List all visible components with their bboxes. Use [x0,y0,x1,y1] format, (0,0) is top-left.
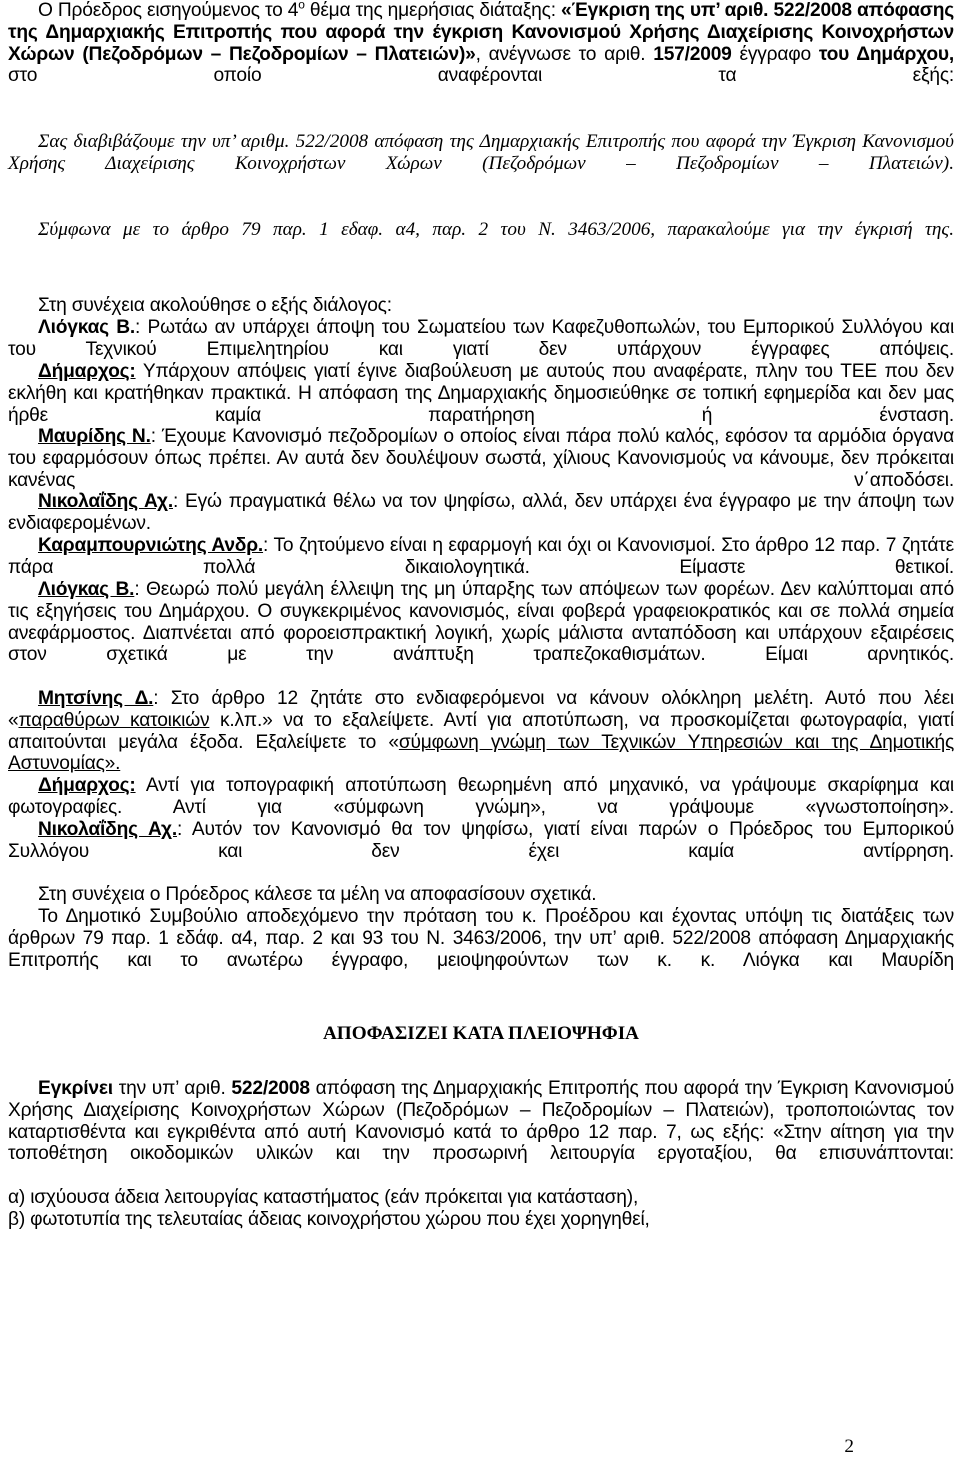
page-number: 2 [844,1436,854,1457]
agenda-item-number: 4 [287,0,299,21]
dialogue-entry: Νικολαΐδης Αχ.: Αυτόν τον Κανονισμό θα τον ψηφίσω, γιατί είναι παρών ο Πρόεδρος του Εμπορικού Συλλόγου και δεν έχει καμία αντίρρηση. [8,819,955,862]
speech-text: Αυτόν τον Κανονισμό θα τον ψηφίσω, γιατί είναι παρών ο Πρόεδρος του Εμπορικού Συλλόγου και δεν έχει καμία αντίρρηση. [8,819,955,862]
speech-text: Ρωτάω αν υπάρχει άποψη του Σωματείου των Καφεζυθοπωλών, του Εμπορικού Συλλόγου και του Τεχνικού Επιμελητηρίου και γιατί δεν υπάρχουν έγγραφες απόψεις. [8,317,955,360]
intro-text: , ανέγνωσε το αριθ. [475,43,654,65]
list-item: α) ισχύουσα άδεια λειτουργίας καταστήματος (εάν πρόκειται για κατάσταση), [8,1187,639,1208]
letter-paragraph: Σας διαβιβάζουμε την υπ’ αριθμ. 522/2008 απόφαση της Δημαρχιακής Επιτροπής που αφορά την Έγκριση Κανονισμού Χρήσης Διαχείρισης Κοινοχρήστων Χώρων (Πεζοδρόμων – Πεζοδρομίων – Πλατειών). [8,131,954,174]
document-number: 522/2008 [231,1078,310,1099]
agenda-item-title: «Έγκριση της υπ’ αριθ. 522/2008 απόφασης της Δημαρχιακής Επιτροπής που αφορά την έγκριση Κανονισμού Χρήσης Διαχείρισης Κοινοχρήστων Χώρων (Πεζοδρόμων – Πεζοδρομίων – Πλατειών)» [8,0,954,65]
speaker-name: Νικολαΐδης Αχ. [38,491,173,512]
speech-text: κ.λπ.» να το εξαλείψετε. Αντί για αποτύπωση, να προσκομίζεται φωτογραφία, γιατί απαιτούνται μεγάλα έξοδα. Εξαλείψετε το « [8,709,954,753]
speech-text: Θεωρώ πολύ μεγάλη έλλειψη της μη ύπαρξης των απόψεων των φορέων. Δεν καλύπτομαι από τις εξηγήσεις του Δημάρχου. Ο συγκεκριμένος κανονισμός, είναι φοβερά γραφειοκρατικός και σε πολλά σημεία ανεφάρμοστος. Διαπνέεται από φοροεισπρακτική λογική, χωρίς μάλιστα ανταπόδοση και υπάρχουν εξαιρέσεις στον σχετικά με την ανάπτυξη τραπεζοκαθισμάτων. Είμαι αρνητικός. [8,579,954,666]
document-number: 157/2009 [653,43,732,65]
speech-underlined: σύμφωνη γνώμη των Τεχνικών Υπηρεσιών και της Δημοτικής Αστυνομίας». [8,731,954,775]
dialogue-entry: Μαυρίδης Ν.: Έχουμε Κανονισμό πεζοδρομίων ο οποίος είναι πάρα πολύ καλός, εφόσον τα αρμόδια όργανα του εφαρμόσουν όπως πρέπει. Αν αυτά δεν δουλέψουν σωστά, χίλιους Κανονισμούς να κάνουμε, δεν πρόκειται κανένας ν΄αποδόσει. [8,426,954,491]
speaker-name: Δήμαρχος: [38,361,136,382]
speech-text: Υπάρχουν απόψεις γιατί έγινε διαβούλευση με αυτούς που αναφέρατε, πλην του ΤΕΕ που δεν εκλήθη και κρατήθηκαν πρακτικά. Η απόφαση της Δημαρχιακής δημοσιεύθηκε σε τοπική εφημερίδα και δεν μας ήρθε καμία παρατήρηση ή ένσταση. [8,361,954,426]
decision-text: απόφαση της Δημαρχιακής Επιτροπής που αφορά την Έγκριση Κανονισμού Χρήσης Διαχείρισης Κοινοχρήστων Χώρων (Πεζοδρόμων – Πεζοδρομίων – Πλατειών), τροποποιώντας τον καταρτισθέντα και εγκριθέντα από αυτή Κανονισμό κατά το άρθρο 12 παρ. 7, ως εξής: «Στην αίτηση για την τοποθέτηση οικοδομικών υλικών και την προσωρινή λειτουργία εργοταξίου, θα επισυνάπτονται: [8,1078,954,1165]
speaker-name: Νικολαΐδης Αχ. [38,819,177,840]
dialogue-intro: Στη συνέχεια ακολούθησε ο εξής διάλογος: [38,295,392,316]
closing-paragraph: Το Δημοτικό Συμβούλιο αποδεχόμενο την πρόταση του κ. Προέδρου και έχοντας υπόψη τις διατάξεις των άρθρων 79 παρ. 1 εδάφ. α4, παρ. 2 και 93 του Ν. 3463/2006, την υπ’ αριθ. 522/2008 απόφαση Δημαρχιακής Επιτροπής και το ανωτέρω έγγραφο, μειοψηφούντων των κ. κ. Λιόγκα και Μαυρίδη [8,906,954,971]
decision-paragraph: Εγκρίνει την υπ’ αριθ. 522/2008 απόφαση της Δημαρχιακής Επιτροπής που αφορά την Έγκριση Κανονισμού Χρήσης Διαχείρισης Κοινοχρήστων Χώρων (Πεζοδρόμων – Πεζοδρομίων – Πλατειών), τροποποιώντας τον καταρτισθέντα και εγκριθέντα από αυτή Κανονισμό κατά το άρθρο 12 παρ. 7, ως εξής: «Στην αίτηση για την τοποθέτηση οικοδομικών υλικών και την προσωρινή λειτουργία εργοταξίου, θα επισυνάπτονται: [8,1078,954,1165]
intro-text: Ο Πρόεδρος εισηγούμενος το [38,0,288,21]
intro-paragraph [8,0,954,109]
mayor-reference: του Δημάρχου, [818,43,954,65]
speaker-name: Λιόγκας Β. [38,579,135,600]
closing-paragraph: Στη συνέχεια ο Πρόεδρος κάλεσε τα μέλη να αποφασίσουν σχετικά. [38,884,597,905]
ordinal-superscript: ο [298,0,305,12]
letter-paragraph: Σύμφωνα με το άρθρο 79 παρ. 1 εδαφ. α4, παρ. 2 του Ν. 3463/2006, παρακαλούμε για την έγκρισή της. [38,219,954,240]
dialogue-entry: Νικολαΐδης Αχ.: Εγώ πραγματικά θέλω να τον ψηφίσω, αλλά, δεν υπάρχει ένα έγγραφο με την άποψη των ενδιαφερομένων. [8,491,954,534]
speech-text: Αντί για τοπογραφική αποτύπωση θεωρημένη από μηχανικό, να γράψουμε σκαρίφημα και φωτογραφίες. Αντί για «σύμφωνη γνώμη», να γράψουμε «γνωστοποίηση». [8,775,954,818]
dialogue-entry: Λιόγκας Β.: Θεωρώ πολύ μεγάλη έλλειψη της μη ύπαρξης των απόψεων των φορέων. Δεν καλύπτομαι από τις εξηγήσεις του Δημάρχου. Ο συγκεκριμένος κανονισμός, είναι φοβερά γραφειοκρατικός και σε πολλά σημεία ανεφάρμοστος. Διαπνέεται από φοροεισπρακτική λογική, χωρίς μάλιστα ανταπόδοση και υπάρχουν εξαιρέσεις στον σχετικά με την ανάπτυξη τραπεζοκαθισμάτων. Είμαι αρνητικός. [8,579,954,666]
speech-text: Στο άρθρο 12 ζητάτε στο ενδιαφερόμενοι να κάνουν ολόκληρη μελέτη. Αυτό που λέει « [8,688,954,731]
decision-verb: Εγκρίνει [38,1078,113,1099]
dialogue-entry: Λιόγκας Β.: Ρωτάω αν υπάρχει άποψη του Σωματείου των Καφεζυθοπωλών, του Εμπορικού Συλλόγου και του Τεχνικού Επιμελητηρίου και γιατί δεν υπάρχουν έγγραφες απόψεις. [8,317,955,360]
intro-text: θέμα της ημερήσιας διάταξης: [304,0,562,21]
list-item: β) φωτοτυπία της τελευταίας άδειας κοινοχρήστου χώρου που έχει χορηγηθεί, [8,1209,650,1230]
speaker-name: Μητσίνης Δ. [38,688,154,709]
dialogue-entry: Μητσίνης Δ.: Στο άρθρο 12 ζητάτε στο ενδιαφερόμενοι να κάνουν ολόκληρη μελέτη. Αυτό που λέει «παραθύρων κατοικιών κ.λπ.» να το εξαλείψετε. Αντί για αποτύπωση, να προσκομίζεται φωτογραφία, γιατί απαιτούνται μεγάλα έξοδα. Εξαλείψετε το «σύμφωνη γνώμη των Τεχνικών Υπηρεσιών και της Δημοτικής Αστυνομίας». [8,688,954,775]
speaker-name: Καραμπουρνιώτης Ανδρ. [38,535,264,556]
speech-text: Το ζητούμενο είναι η εφαρμογή και όχι οι Κανονισμοί. Στο άρθρο 12 παρ. 7 ζητάτε πάρα πολλά δικαιολογητικά. Είμαστε θετικοί. [8,535,954,578]
speaker-name: Μαυρίδης Ν. [38,426,151,447]
intro-text: στο οποίο αναφέρονται τα εξής: [8,65,954,87]
decision-heading: ΑΠΟΦΑΣΙΖΕΙ ΚΑΤΑ ΠΛΕΙΟΨΗΦΙΑ [322,1023,640,1044]
speech-underlined: παραθύρων κατοικιών [18,709,210,731]
intro-text: έγγραφο [731,43,819,65]
speaker-name: Λιόγκας Β. [38,317,136,338]
speech-text: Έχουμε Κανονισμό πεζοδρομίων ο οποίος είναι πάρα πολύ καλός, εφόσον τα αρμόδια όργανα του εφαρμόσουν όπως πρέπει. Αν αυτά δεν δουλέψουν σωστά, χίλιους Κανονισμούς να κάνουμε, δεν πρόκειται κανένας ν΄αποδόσει. [8,426,954,491]
speech-text: Εγώ πραγματικά θέλω να τον ψηφίσω, αλλά, δεν υπάρχει ένα έγγραφο με την άποψη των ενδιαφερομένων. [8,491,954,534]
speaker-name: Δήμαρχος: [38,775,136,796]
dialogue-entry: Καραμπουρνιώτης Ανδρ.: Το ζητούμενο είναι η εφαρμογή και όχι οι Κανονισμοί. Στο άρθρο 12 παρ. 7 ζητάτε πάρα πολλά δικαιολογητικά. Είμαστε θετικοί. [8,535,954,578]
